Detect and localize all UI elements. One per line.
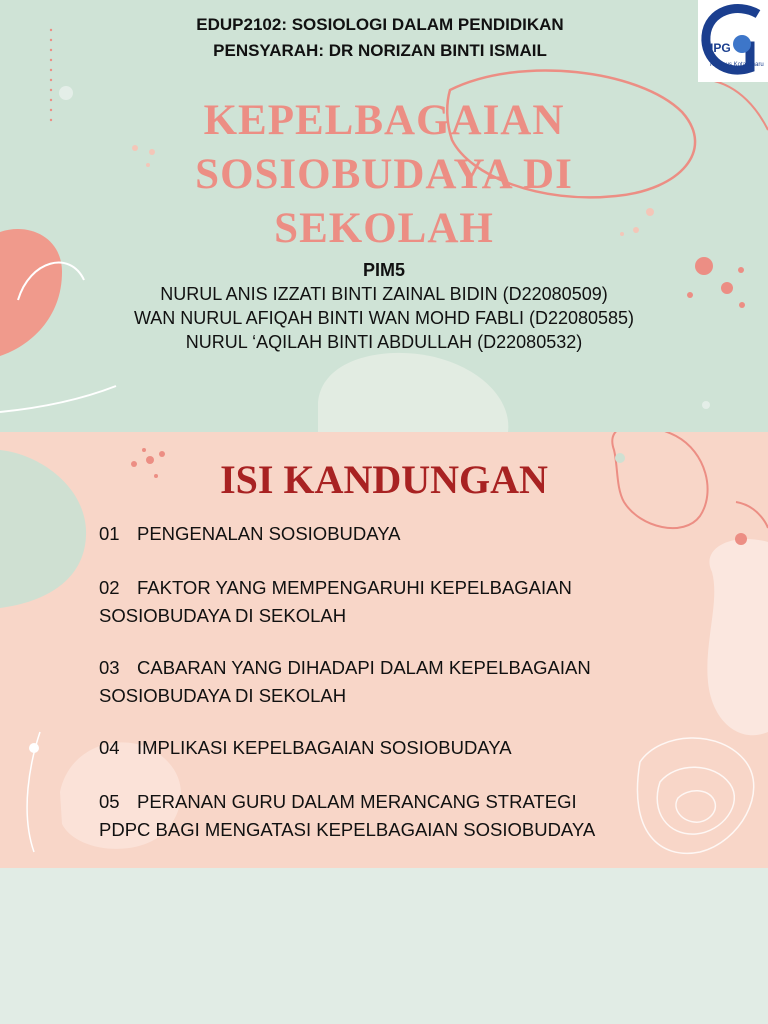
blank-page-area xyxy=(0,868,768,1024)
member-name: WAN NURUL AFIQAH BINTI WAN MOHD FABLI (D22080585) xyxy=(133,308,635,328)
item-number: 03 xyxy=(99,657,120,678)
item-text: FAKTOR YANG MEMPENGARUHI KEPELBAGAIAN xyxy=(137,577,572,598)
group-members xyxy=(40,258,728,354)
title-line: KEPELBAGAIAN xyxy=(203,97,565,144)
ipg-logo-emblem xyxy=(698,0,768,82)
list-item xyxy=(99,520,739,548)
course-header xyxy=(100,12,660,64)
contents-slide xyxy=(0,432,768,868)
group-name: PIM5 xyxy=(362,260,405,280)
title-line: SEKOLAH xyxy=(274,205,494,252)
lecturer-line: PENSYARAH: DR NORIZAN BINTI ISMAIL xyxy=(213,41,547,60)
item-text: PENGENALAN SOSIOBUDAYA xyxy=(137,523,401,544)
contents-title: ISI KANDUNGAN xyxy=(220,457,548,502)
item-text: CABARAN YANG DIHADAPI DALAM KEPELBAGAIAN xyxy=(137,657,591,678)
list-item xyxy=(99,654,739,710)
item-number: 05 xyxy=(99,791,120,812)
item-text: PERANAN GURU DALAM MERANCANG STRATEGI xyxy=(137,791,577,812)
ipg-logo xyxy=(698,0,768,82)
list-item xyxy=(99,574,739,630)
title-line: SOSIOBUDAYA DI xyxy=(195,151,573,198)
item-text-continued: SOSIOBUDAYA DI SEKOLAH xyxy=(99,685,347,706)
list-item xyxy=(99,788,739,844)
item-number: 02 xyxy=(99,577,120,598)
item-text: IMPLIKASI KEPELBAGAIAN SOSIOBUDAYA xyxy=(137,737,512,758)
logo-text: IPG xyxy=(710,41,731,55)
item-text-continued: SOSIOBUDAYA DI SEKOLAH xyxy=(99,605,347,626)
member-name: NURUL ANIS IZZATI BINTI ZAINAL BIDIN (D22080509) xyxy=(160,284,608,304)
logo-subtext: Kampus Kota Bharu xyxy=(710,62,764,68)
course-code-line: EDUP2102: SOSIOLOGI DALAM PENDIDIKAN xyxy=(196,15,564,34)
presentation-title xyxy=(84,94,684,256)
cover-slide xyxy=(0,0,768,432)
item-number: 01 xyxy=(99,523,120,544)
list-item xyxy=(99,734,739,762)
member-name: NURUL ‘AQILAH BINTI ABDULLAH (D22080532) xyxy=(185,332,583,352)
item-text-continued: PDPC BAGI MENGATASI KEPELBAGAIAN SOSIOBUDAYA xyxy=(99,819,596,840)
item-number: 04 xyxy=(99,737,120,758)
